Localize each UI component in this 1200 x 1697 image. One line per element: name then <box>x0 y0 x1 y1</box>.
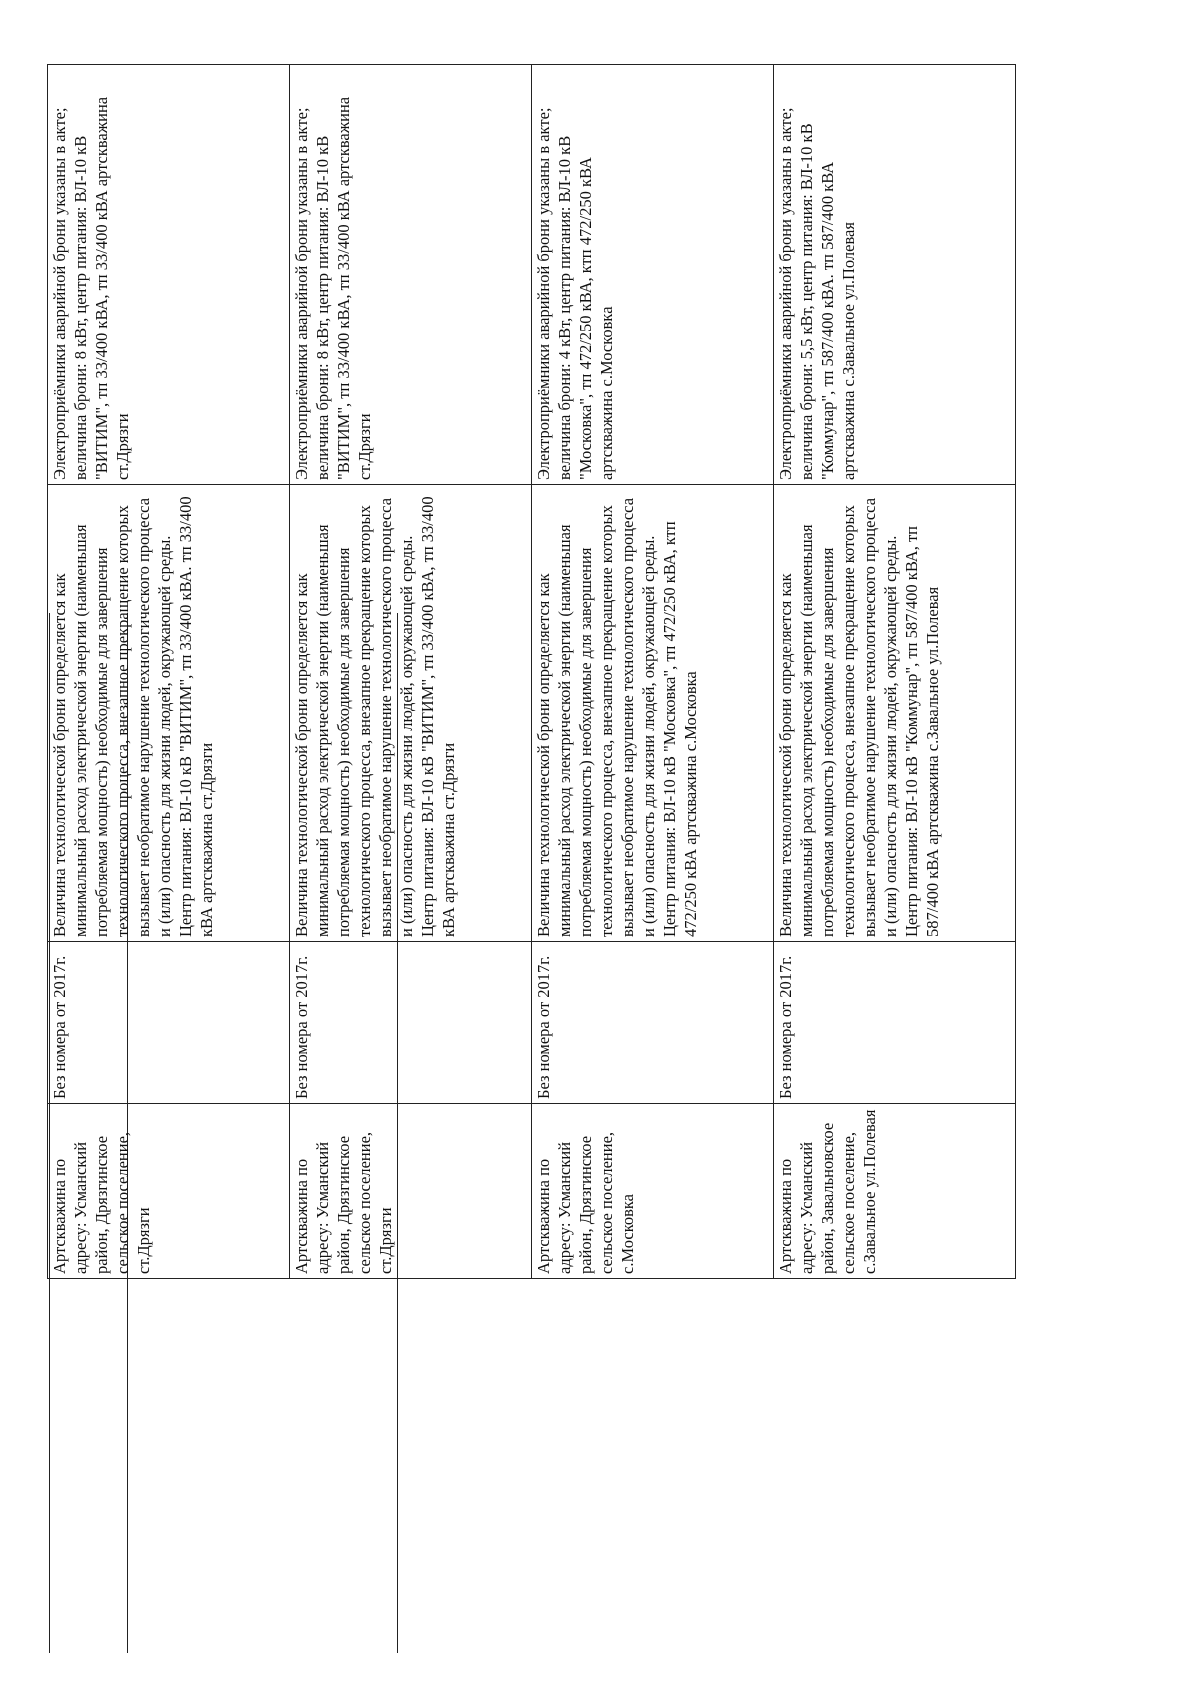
table-row <box>532 65 774 1279</box>
emergency-reserve-cell: Электроприёмники аварийной брони указаны в акте; величина брони: 8 кВт, центр питания: ВЛ-10 кВ "ВИТИМ", тп 33/400 кВА, тп 33/400 кВА артскважина ст.Дрязги <box>290 65 532 485</box>
emergency-reserve-cell: Электроприёмники аварийной брони указаны в акте; величина брони: 5,5 кВт, центр питания: ВЛ-10 кВ "Коммунар", тп 587/400 кВА. тп 587/400 кВА артскважина с.Завальное ул.Полевая <box>774 65 1016 485</box>
table-row <box>48 65 290 1279</box>
document-cell: Без номера от 2017г. <box>774 942 1016 1104</box>
table-row <box>774 65 1016 1279</box>
table-row <box>290 65 532 1279</box>
emergency-reserve-cell: Электроприёмники аварийной брони указаны в акте; величина брони: 4 кВт, центр питания: ВЛ-10 кВ "Московка", тп 472/250 кВА, ктп 472/250 кВА артскважина с.Московка <box>532 65 774 485</box>
address-cell: Артскважина по адресу: Усманский район, Дрязгинское сельское поселение, ст.Дрязги <box>48 1104 290 1279</box>
document-cell: Без номера от 2017г. <box>48 942 290 1104</box>
document-cell: Без номера от 2017г. <box>290 942 532 1104</box>
technological-reserve-cell: Величина технологической брони определяется как минимальный расход электрической энергии (наименьшая потребляемая мощность) необходимые для завершения технологического процесса, внезапное прекращение которых вызывает необратимое нарушение технологического процесса и (или) опасность для жизни людей, окружающей среды. Центр питания: ВЛ-10 кВ "Московка", тп 472/250 кВА, ктп 472/250 кВА артскважина с.Московка <box>532 485 774 942</box>
power-reserve-table <box>47 64 1016 1279</box>
technological-reserve-cell: Величина технологической брони определяется как минимальный расход электрической энергии (наименьшая потребляемая мощность) необходимые для завершения технологического процесса, внезапное прекращение которых вызывает необратимое нарушение технологического процесса и (или) опасность для жизни людей, окружающей среды. Центр питания: ВЛ-10 кВ "ВИТИМ", тп 33/400 кВА, тп 33/400 кВА артскважина ст.Дрязги <box>290 485 532 942</box>
address-cell: Артскважина по адресу: Усманский район, Завальновское сельское поселение, с.Завальное ул.Полевая <box>774 1104 1016 1279</box>
technological-reserve-cell: Величина технологической брони определяется как минимальный расход электрической энергии (наименьшая потребляемая мощность) необходимые для завершения технологического процесса, внезапное прекращение которых вызывает необратимое нарушение технологического процесса и (или) опасность для жизни людей, окружающей среды. Центр питания: ВЛ-10 кВ "Коммунар", тп 587/400 кВА, тп 587/400 кВА артскважина с.Завальное ул.Полевая <box>774 485 1016 942</box>
emergency-reserve-cell: Электроприёмники аварийной брони указаны в акте; величина брони: 8 кВт, центр питания: ВЛ-10 кВ "ВИТИМ", тп 33/400 кВА, тп 33/400 кВА артскважина ст.Дрязги <box>48 65 290 485</box>
document-cell: Без номера от 2017г. <box>532 942 774 1104</box>
address-cell: Артскважина по адресу: Усманский район, Дрязгинское сельское поселение, ст.Дрязги <box>290 1104 532 1279</box>
technological-reserve-cell: Величина технологической брони определяется как минимальный расход электрической энергии (наименьшая потребляемая мощность) необходимые для завершения технологического процесса, внезапное прекращение которых вызывает необратимое нарушение технологического процесса и (или) опасность для жизни людей, окружающей среды. Центр питания: ВЛ-10 кВ "ВИТИМ", тп 33/400 кВА. тп 33/400 кВА артскважина ст.Дрязги <box>48 485 290 942</box>
address-cell: Артскважина по адресу: Усманский район, Дрязгинское сельское поселение, с.Московка <box>532 1104 774 1279</box>
